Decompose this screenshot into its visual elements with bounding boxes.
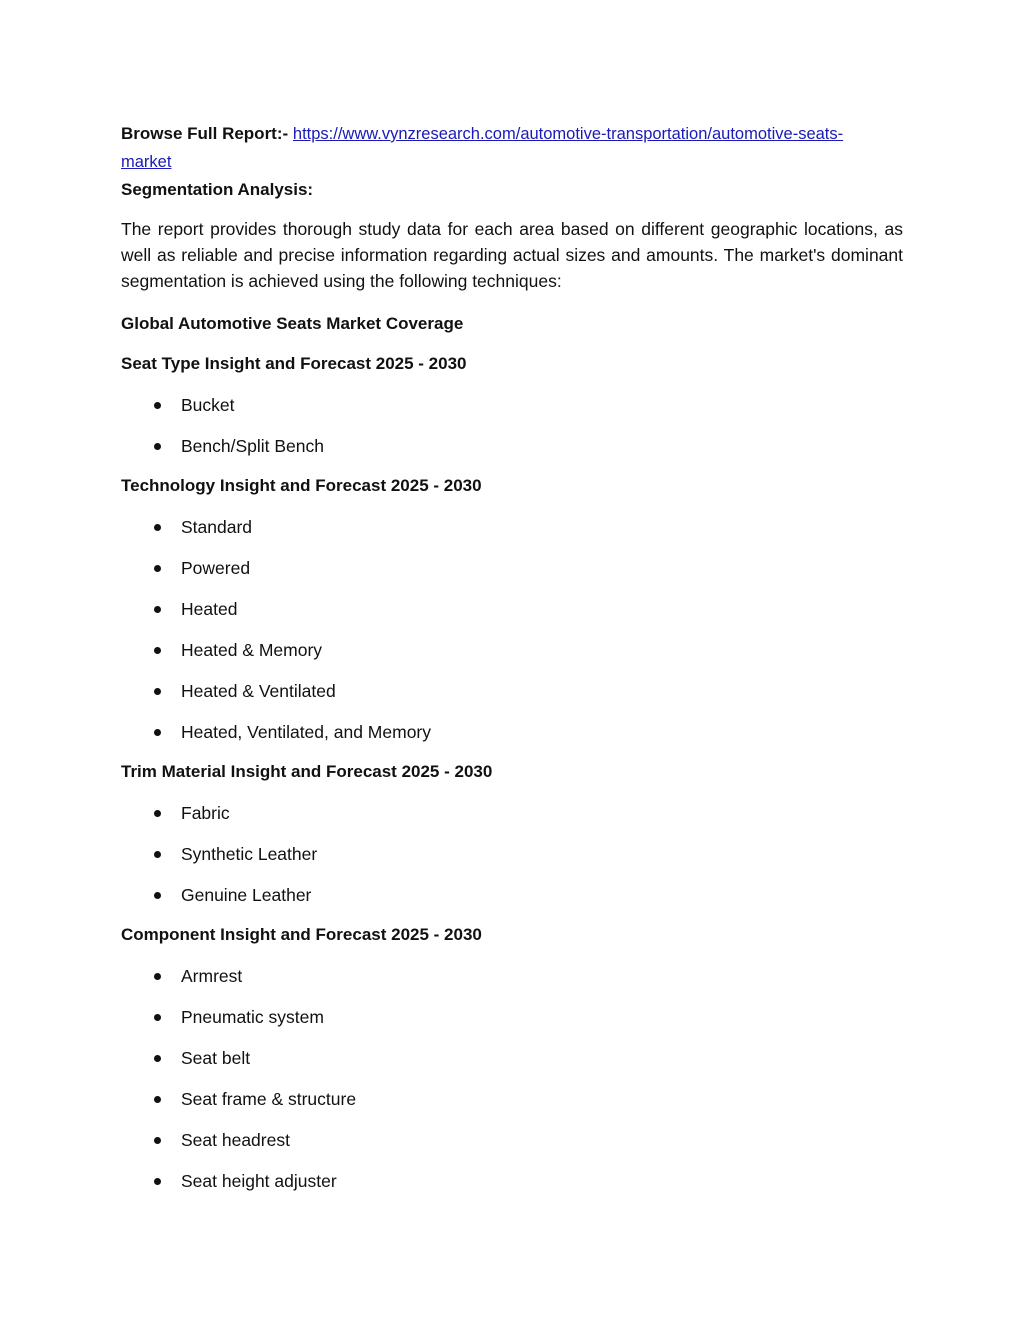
list-item [121, 843, 903, 865]
section-title: Component Insight and Forecast 2025 - 2030 [121, 925, 482, 944]
list-item [121, 1170, 903, 1192]
segmentation-paragraph: The report provides thorough study data for each area based on different geographic locations, as well as reliable and precise information regarding actual sizes and amounts. The market's dominant segmentation is achieved using the following techniques: [121, 219, 903, 291]
list-item [121, 639, 903, 661]
bullet-list [121, 802, 903, 906]
section-trim-material [121, 761, 903, 906]
browse-report-line [121, 120, 903, 176]
bullet-list [121, 516, 903, 743]
bullet-icon [154, 892, 161, 899]
list-item-text: Powered [181, 558, 251, 578]
list-item [121, 435, 903, 457]
list-item [121, 557, 903, 579]
list-item [121, 884, 903, 906]
list-item-text: Pneumatic system [181, 1007, 324, 1027]
list-item [121, 680, 903, 702]
bullet-icon [154, 851, 161, 858]
list-item-text: Heated [181, 599, 238, 619]
bullet-icon [154, 1137, 161, 1144]
list-item-text: Heated, Ventilated, and Memory [181, 722, 432, 742]
bullet-list [121, 394, 903, 457]
bullet-icon [154, 1014, 161, 1021]
list-item-text: Bench/Split Bench [181, 436, 325, 456]
list-item [121, 598, 903, 620]
bullet-icon [154, 443, 161, 450]
bullet-icon [154, 606, 161, 613]
bullet-icon [154, 524, 161, 531]
bullet-icon [154, 402, 161, 409]
list-item-text: Armrest [181, 966, 243, 986]
segmentation-title: Segmentation Analysis: [121, 180, 314, 199]
list-item-text: Genuine Leather [181, 885, 312, 905]
list-item-text: Seat height adjuster [181, 1171, 337, 1191]
section-component [121, 924, 903, 1192]
list-item-text: Bucket [181, 395, 235, 415]
list-item [121, 1088, 903, 1110]
bullet-icon [154, 973, 161, 980]
bullet-icon [154, 565, 161, 572]
bullet-icon [154, 1096, 161, 1103]
list-item-text: Heated & Ventilated [181, 681, 336, 701]
bullet-icon [154, 647, 161, 654]
bullet-icon [154, 810, 161, 817]
list-item-text: Synthetic Leather [181, 844, 318, 864]
bullet-icon [154, 729, 161, 736]
section-technology [121, 475, 903, 743]
document-page [121, 120, 903, 1192]
report-link-line2[interactable]: market [121, 153, 172, 171]
section-seat-type [121, 353, 903, 457]
list-item [121, 1047, 903, 1069]
section-title: Seat Type Insight and Forecast 2025 - 2030 [121, 354, 467, 373]
browse-report-label: Browse Full Report:- [121, 124, 289, 143]
list-item-text: Standard [181, 517, 253, 537]
section-title: Technology Insight and Forecast 2025 - 2030 [121, 476, 482, 495]
list-item-text: Seat belt [181, 1048, 251, 1068]
bullet-icon [154, 688, 161, 695]
list-item-text: Heated & Memory [181, 640, 323, 660]
report-link-line1[interactable]: https://www.vynzresearch.com/automotive-transportation/automotive-seats- [292, 125, 844, 143]
bullet-icon [154, 1055, 161, 1062]
list-item [121, 965, 903, 987]
list-item-text: Seat frame & structure [181, 1089, 357, 1109]
list-item [121, 1129, 903, 1151]
bullet-list [121, 965, 903, 1192]
list-item-text: Fabric [181, 803, 230, 823]
list-item [121, 516, 903, 538]
list-item [121, 721, 903, 743]
list-item [121, 1006, 903, 1028]
section-title: Trim Material Insight and Forecast 2025 - 2030 [121, 762, 493, 781]
list-item [121, 802, 903, 824]
coverage-title: Global Automotive Seats Market Coverage [121, 314, 464, 333]
bullet-icon [154, 1178, 161, 1185]
list-item-text: Seat headrest [181, 1130, 290, 1150]
list-item [121, 394, 903, 416]
